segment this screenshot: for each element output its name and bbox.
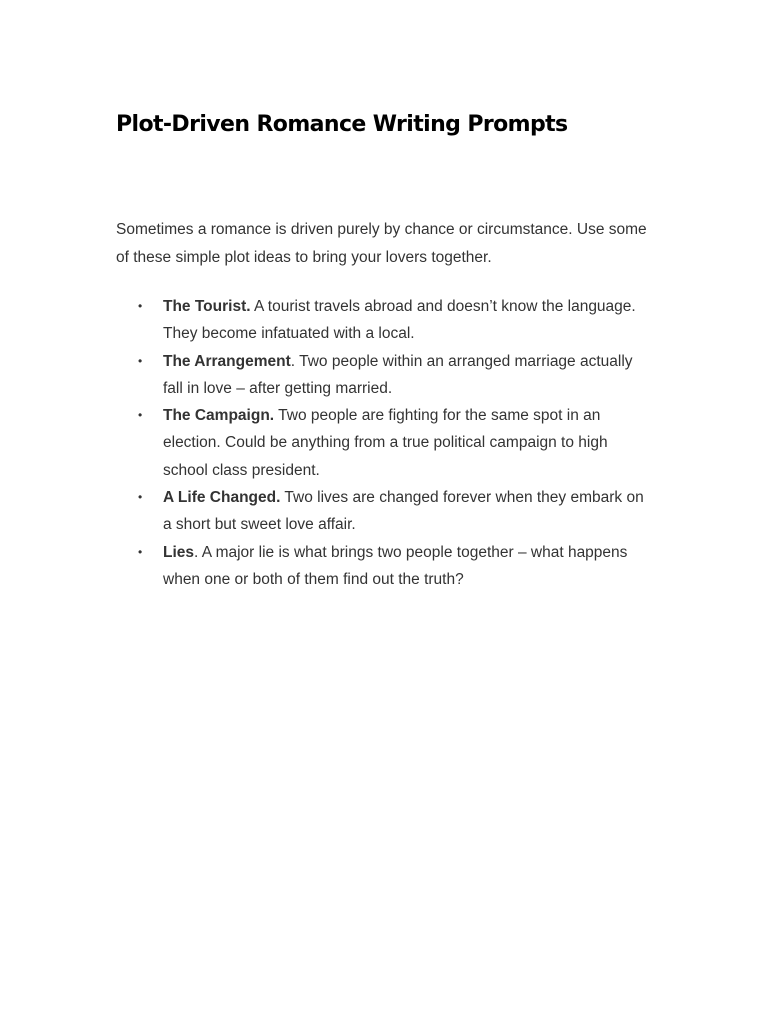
bullet-icon: •	[138, 544, 143, 559]
prompt-text: A tourist travels abroad and doesn’t know the language. They become infatuated with a local.	[163, 298, 636, 343]
page-title: Plot-Driven Romance Writing Prompts	[116, 112, 568, 137]
list-item	[138, 293, 656, 348]
prompt-text: Two people are fighting for the same spot in an election. Could be anything from a true political campaign to high school class president.	[163, 407, 608, 479]
prompt-text: . A major lie is what brings two people together – what happens when one or both of them find out the truth?	[163, 543, 628, 588]
list-item	[138, 348, 656, 403]
prompt-text: . Two people within an arranged marriage actually fall in love – after getting married.	[163, 352, 633, 397]
prompt-term: A Life Changed.	[163, 489, 281, 507]
prompt-term: The Arrangement	[163, 352, 291, 370]
prompt-list	[116, 293, 656, 593]
bullet-icon: •	[138, 408, 143, 423]
prompt-term: The Campaign.	[163, 407, 275, 425]
bullet-icon: •	[138, 490, 143, 505]
prompt-term: Lies	[163, 543, 195, 561]
intro-paragraph: Sometimes a romance is driven purely by chance or circumstance. Use some of these simple plot ideas to bring your lovers together.	[116, 221, 647, 266]
bullet-icon: •	[138, 299, 143, 313]
list-item	[138, 484, 656, 539]
list-item	[138, 402, 656, 484]
list-item	[138, 539, 656, 594]
prompt-term: The Tourist.	[163, 298, 251, 315]
bullet-icon: •	[138, 353, 143, 368]
document-content	[116, 106, 656, 593]
prompt-text: Two lives are changed forever when they embark on a short but sweet love affair.	[163, 489, 644, 534]
